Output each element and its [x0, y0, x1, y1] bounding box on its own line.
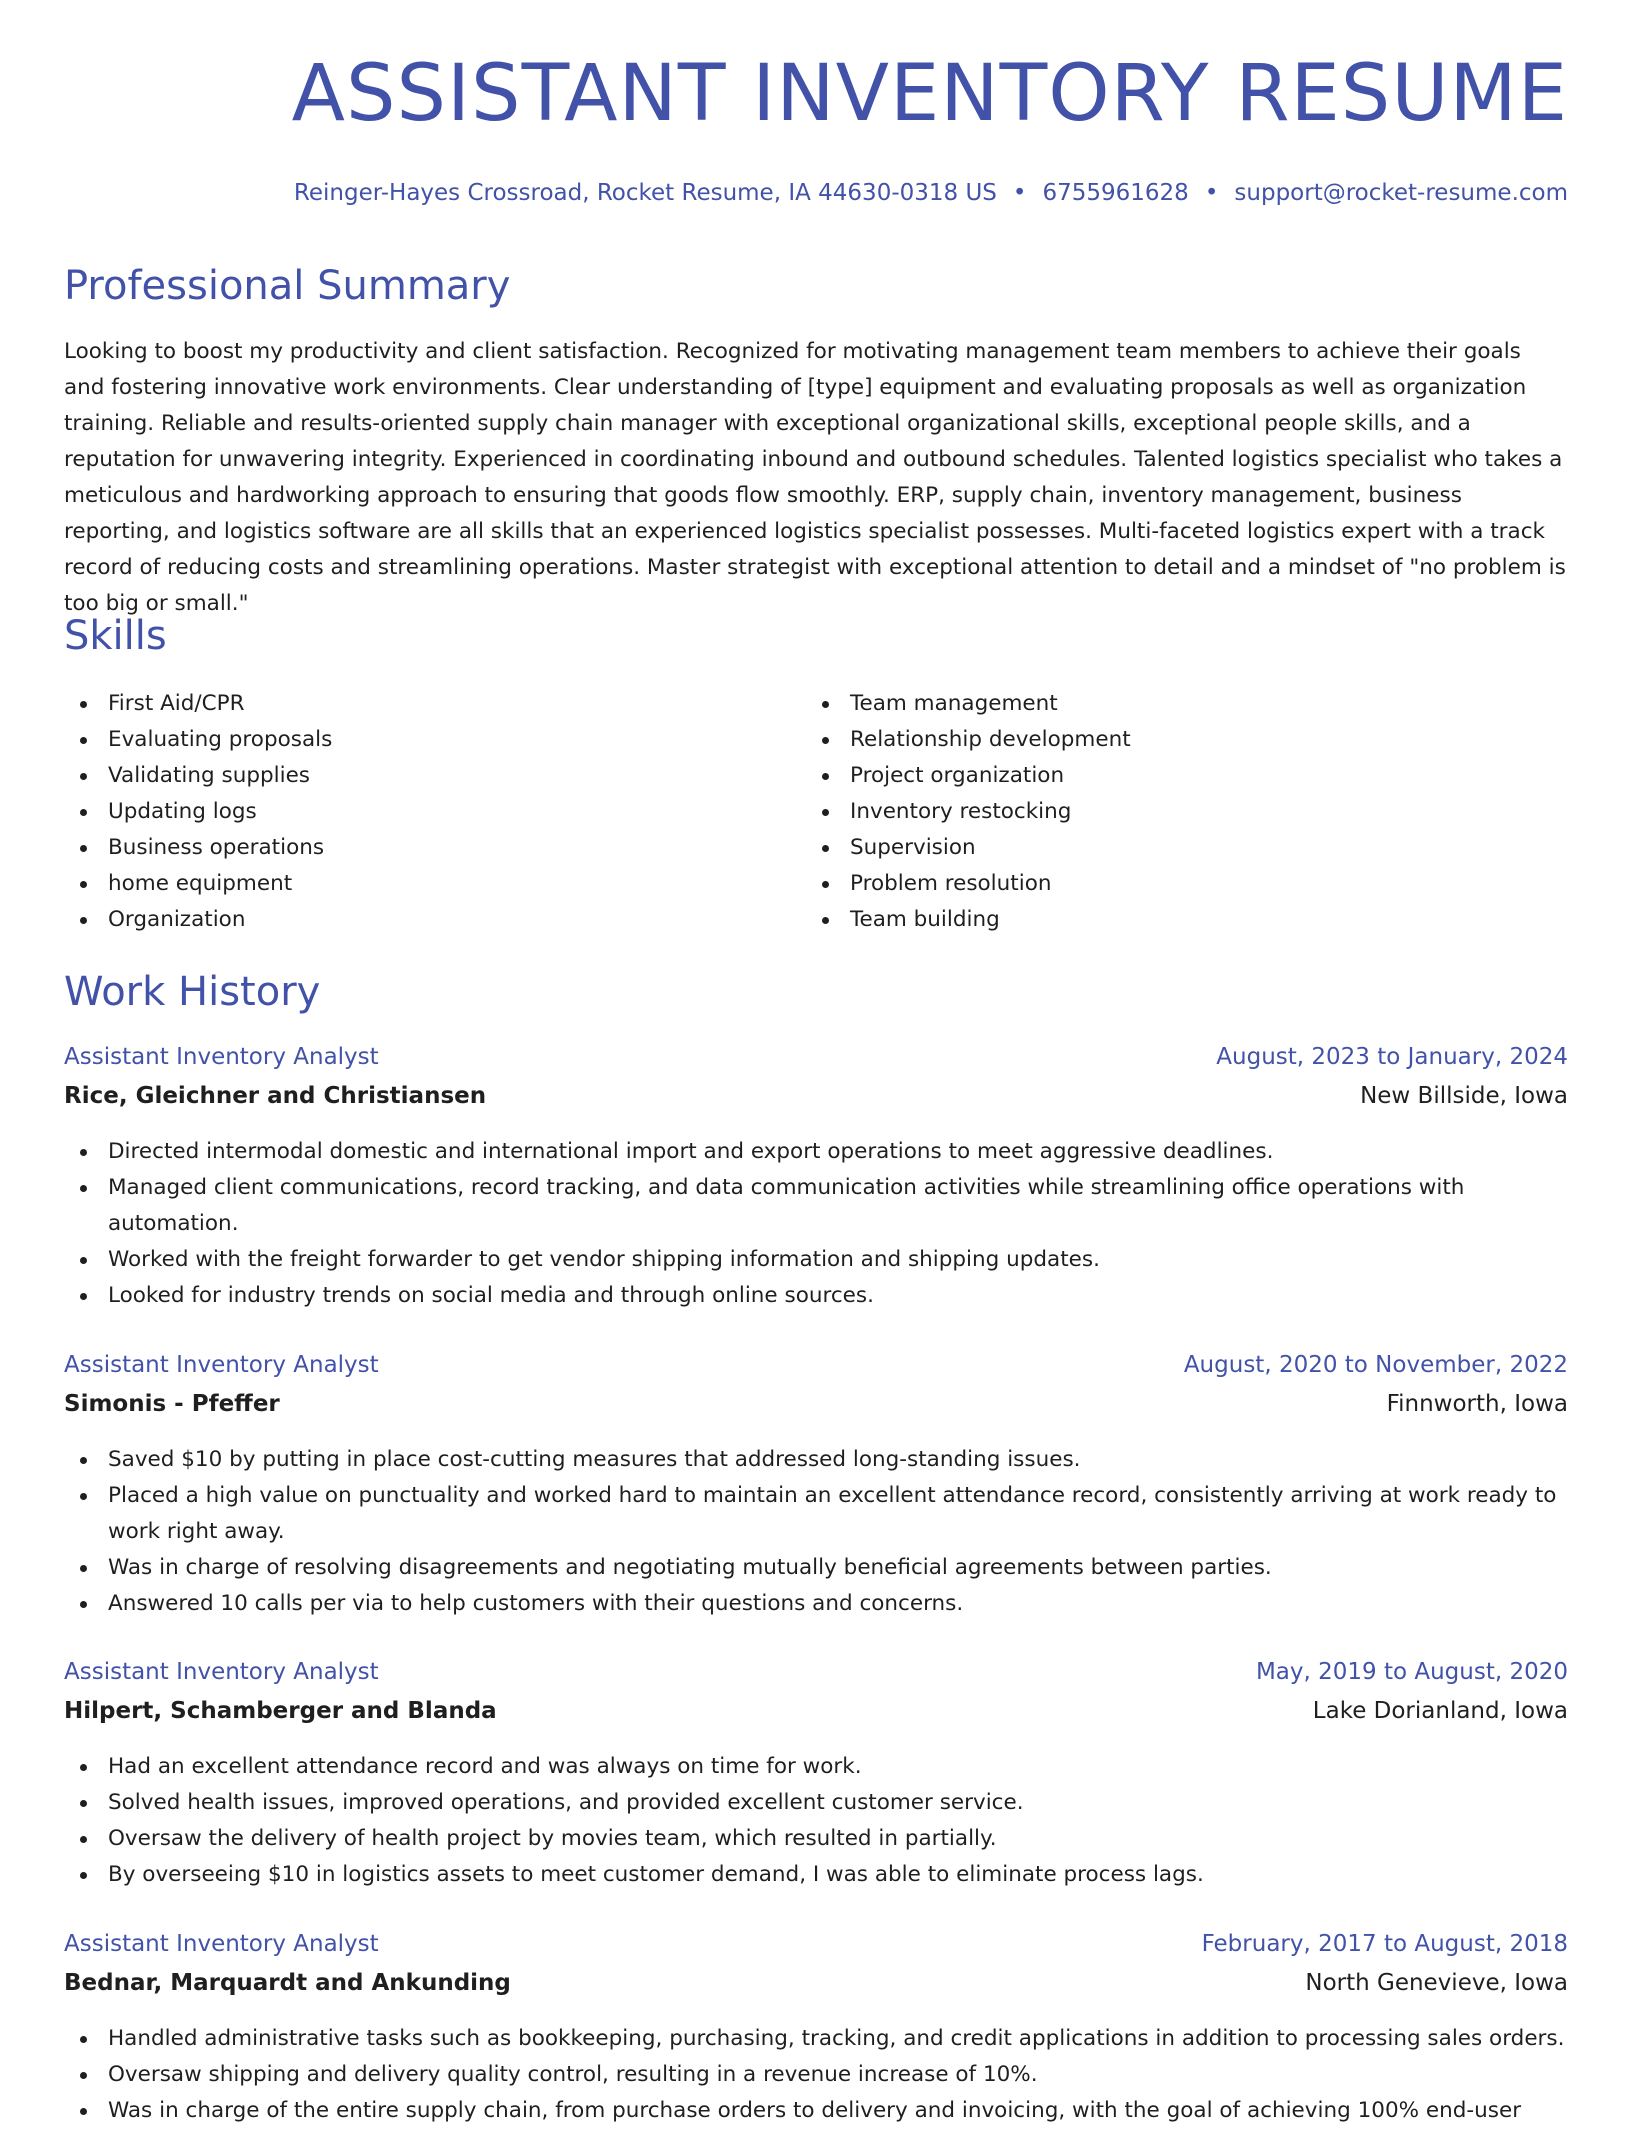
skill-item: Project organization: [806, 758, 1506, 794]
job-entry: [64, 1931, 1568, 2129]
job-bullet: Was in charge of resolving disagreements and negotiating mutually beneficial agreements between parties.: [64, 1550, 1568, 1586]
skill-item: home equipment: [64, 866, 764, 902]
job-bullet: Managed client communications, record tracking, and data communication activities while streamlining office operations with automation.: [64, 1170, 1568, 1242]
contact-line: [294, 180, 1568, 206]
job-bullet: Answered 10 calls per via to help customers with their questions and concerns.: [64, 1586, 1568, 1622]
summary-text: Looking to boost my productivity and client satisfaction. Recognized for motivating management team members to achieve their goals and fostering innovative work environments. Clear understanding of [type] equipment and evaluating proposals as well as organization training. Reliable and results-oriented supply chain manager with exceptional organizational skills, exceptional people skills, and a reputation for unwavering integrity. Experienced in coordinating inbound and outbound schedules. Talented logistics specialist who takes a meticulous and hardworking approach to ensuring that goods flow smoothly. ERP, supply chain, inventory management, business reporting, and logistics software are all skills that an experienced logistics specialist possesses. Multi-faceted logistics expert with a track record of reducing costs and streamlining operations. Master strategist with exceptional attention to detail and a mindset of "no problem is too big or small.": [64, 339, 1566, 616]
contact-separator: •: [1204, 180, 1219, 206]
job-bullet: Had an excellent attendance record and was always on time for work.: [64, 1749, 1568, 1785]
skill-item: First Aid/CPR: [64, 686, 764, 722]
job-dates: August, 2023 to January, 2024: [1216, 1044, 1568, 1070]
contact-address: Reinger-Hayes Crossroad, Rocket Resume, IA 44630-0318 US: [293, 180, 997, 206]
summary-heading: Professional Summary: [64, 263, 511, 309]
job-location: Finnworth, Iowa: [1386, 1391, 1568, 1417]
job-bullet: Oversaw shipping and delivery quality control, resulting in a revenue increase of 10%.: [64, 2057, 1568, 2093]
job-entry: [64, 1352, 1568, 1622]
job-location: Lake Dorianland, Iowa: [1312, 1698, 1568, 1724]
skill-item: Team management: [806, 686, 1506, 722]
skill-item: Problem resolution: [806, 866, 1506, 902]
job-bullet: Placed a high value on punctuality and worked hard to maintain an excellent attendance record, consistently arriving at work ready to work right away.: [64, 1478, 1568, 1550]
job-location: North Genevieve, Iowa: [1305, 1970, 1568, 1996]
skill-item: Organization: [64, 902, 764, 938]
job-bullet: By overseeing $10 in logistics assets to meet customer demand, I was able to eliminate process lags.: [64, 1857, 1568, 1893]
contact-phone[interactable]: 6755961628: [1042, 180, 1189, 206]
job-company: Hilpert, Schamberger and Blanda: [64, 1698, 497, 1724]
job-bullet: Was in charge of the entire supply chain, from purchase orders to delivery and invoicing, with the goal of achieving 100% end-user: [64, 2093, 1568, 2129]
skill-item: Business operations: [64, 830, 764, 866]
job-bullets: [64, 1442, 1568, 1622]
job-bullets: [64, 2021, 1568, 2129]
skills-list-right: [806, 686, 1506, 938]
job-entry: [64, 1044, 1568, 1314]
job-dates: August, 2020 to November, 2022: [1183, 1352, 1568, 1378]
job-bullet: Directed intermodal domestic and international import and export operations to meet aggressive deadlines.: [64, 1134, 1568, 1170]
job-location: New Billside, Iowa: [1360, 1083, 1568, 1109]
job-company: Bednar, Marquardt and Ankunding: [64, 1970, 511, 1996]
skill-item: Updating logs: [64, 794, 764, 830]
skills-list-left: [64, 686, 764, 938]
resume-title: ASSISTANT INVENTORY RESUME: [291, 49, 1568, 139]
job-company: Rice, Gleichner and Christiansen: [64, 1083, 487, 1109]
job-bullet: Solved health issues, improved operations, and provided excellent customer service.: [64, 1785, 1568, 1821]
skill-item: Validating supplies: [64, 758, 764, 794]
job-bullet: Oversaw the delivery of health project by movies team, which resulted in partially.: [64, 1821, 1568, 1857]
contact-email[interactable]: support@rocket-resume.com: [1234, 180, 1568, 206]
job-title: Assistant Inventory Analyst: [64, 1931, 379, 1957]
job-company: Simonis - Pfeffer: [64, 1391, 280, 1417]
skill-item: Inventory restocking: [806, 794, 1506, 830]
work-history-heading: Work History: [64, 969, 321, 1015]
job-dates: February, 2017 to August, 2018: [1201, 1931, 1568, 1957]
contact-separator: •: [1012, 180, 1027, 206]
job-bullets: [64, 1134, 1568, 1314]
job-title: Assistant Inventory Analyst: [64, 1044, 379, 1070]
job-title: Assistant Inventory Analyst: [64, 1659, 379, 1685]
job-bullet: Looked for industry trends on social media and through online sources.: [64, 1278, 1568, 1314]
skills-heading: Skills: [64, 613, 167, 659]
job-bullet: Worked with the freight forwarder to get vendor shipping information and shipping updates.: [64, 1242, 1568, 1278]
job-title: Assistant Inventory Analyst: [64, 1352, 379, 1378]
skill-item: Team building: [806, 902, 1506, 938]
skill-item: Relationship development: [806, 722, 1506, 758]
skill-item: Supervision: [806, 830, 1506, 866]
job-bullets: [64, 1749, 1568, 1893]
job-bullet: Handled administrative tasks such as bookkeeping, purchasing, tracking, and credit applications in addition to processing sales orders.: [64, 2021, 1568, 2057]
job-bullet: Saved $10 by putting in place cost-cutting measures that addressed long-standing issues.: [64, 1442, 1568, 1478]
skill-item: Evaluating proposals: [64, 722, 764, 758]
job-entry: [64, 1659, 1568, 1893]
job-dates: May, 2019 to August, 2020: [1255, 1659, 1568, 1685]
